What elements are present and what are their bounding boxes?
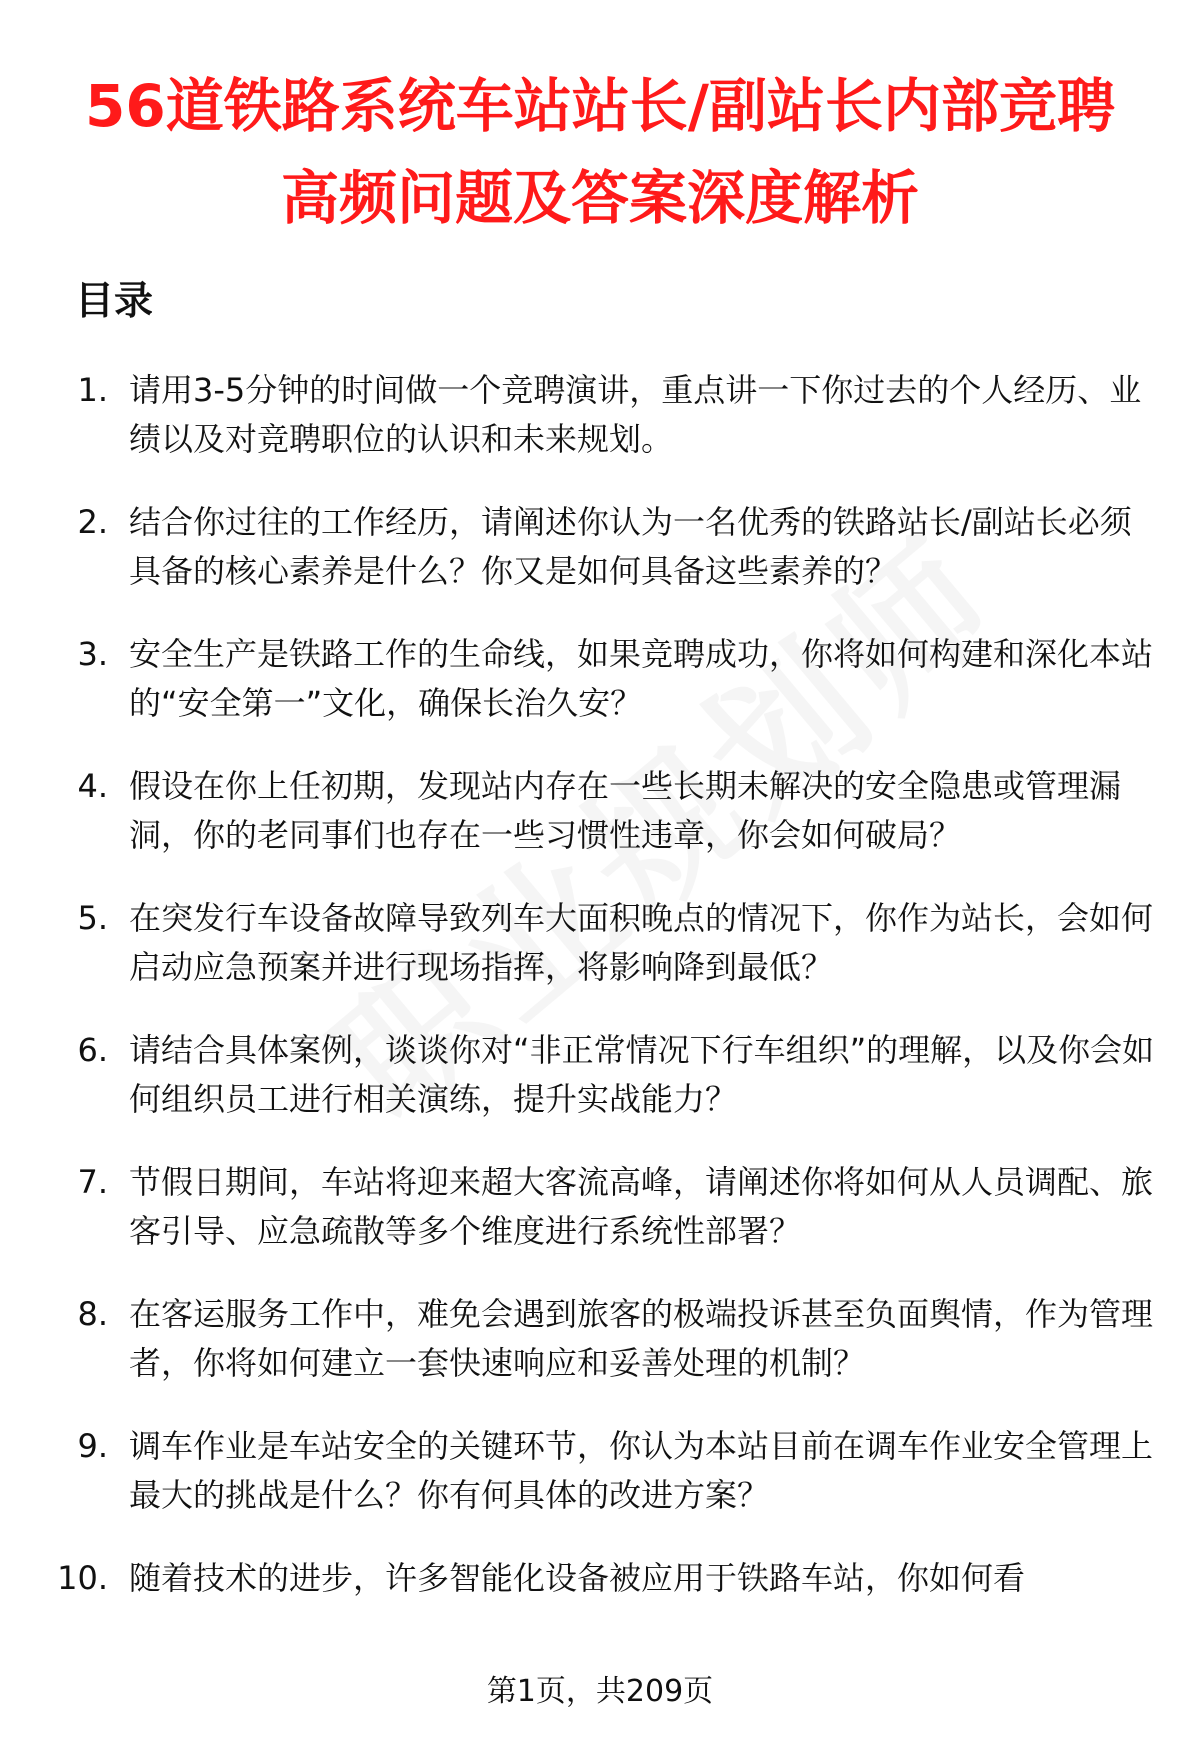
toc-item-text: 随着技术的进步，许多智能化设备被应用于铁路车站，你如何看	[129, 1559, 1026, 1597]
toc-item-3	[0, 630, 1200, 728]
toc-item-number: 8.	[77, 1295, 108, 1333]
toc-item-10	[0, 1554, 1200, 1603]
toc-item-text: 请结合具体案例，谈谈你对“非正常情况下行车组织”的理解，以及你会如何组织员工进行相关演练，提升实战能力？	[129, 1031, 1155, 1118]
toc-item-5	[0, 894, 1200, 992]
toc-item-9	[0, 1422, 1200, 1520]
toc-item-text: 在客运服务工作中，难免会遇到旅客的极端投诉甚至负面舆情，作为管理者，你将如何建立一套快速响应和妥善处理的机制？	[129, 1295, 1154, 1382]
toc-item-4	[0, 762, 1200, 860]
toc-item-text: 请用3-5分钟的时间做一个竞聘演讲，重点讲一下你过去的个人经历、业绩以及对竞聘职位的认识和未来规划。	[129, 371, 1142, 458]
toc-item-number: 10.	[57, 1559, 108, 1597]
page-footer: 第1页，共209页	[486, 1674, 714, 1709]
toc-item-8	[0, 1290, 1200, 1388]
toc-item-number: 3.	[77, 635, 108, 673]
toc-item-text: 安全生产是铁路工作的生命线，如果竞聘成功，你将如何构建和深化本站的“安全第一”文化，确保长治久安？	[129, 635, 1154, 722]
toc-item-2	[0, 498, 1200, 596]
toc-item-7	[0, 1158, 1200, 1256]
toc-item-1	[0, 366, 1200, 464]
toc-item-number: 6.	[77, 1031, 108, 1069]
toc-list	[0, 366, 1200, 1637]
toc-item-number: 7.	[77, 1163, 108, 1201]
toc-item-text: 结合你过往的工作经历，请阐述你认为一名优秀的铁路站长/副站长必须具备的核心素养是什么？你又是如何具备这些素养的？	[129, 503, 1132, 590]
toc-item-text: 在突发行车设备故障导致列车大面积晚点的情况下，你作为站长，会如何启动应急预案并进行现场指挥，将影响降到最低？	[129, 899, 1154, 986]
toc-heading: 目录	[75, 279, 154, 324]
toc-item-number: 9.	[77, 1427, 108, 1465]
toc-item-number: 1.	[77, 371, 108, 409]
toc-item-number: 4.	[77, 767, 108, 805]
toc-item-text: 调车作业是车站安全的关键环节，你认为本站目前在调车作业安全管理上最大的挑战是什么？你有何具体的改进方案？	[129, 1427, 1154, 1514]
toc-item-number: 2.	[77, 503, 108, 541]
toc-item-6	[0, 1026, 1200, 1124]
toc-item-text: 节假日期间，车站将迎来超大客流高峰，请阐述你将如何从人员调配、旅客引导、应急疏散等多个维度进行系统性部署？	[129, 1163, 1154, 1250]
toc-item-text: 假设在你上任初期，发现站内存在一些长期未解决的安全隐患或管理漏洞，你的老同事们也存在一些习惯性违章，你会如何破局？	[129, 767, 1122, 854]
toc-item-number: 5.	[77, 899, 108, 937]
document-title: 56道铁路系统车站站长/副站长内部竞聘高频问题及答案深度解析	[85, 72, 1115, 232]
